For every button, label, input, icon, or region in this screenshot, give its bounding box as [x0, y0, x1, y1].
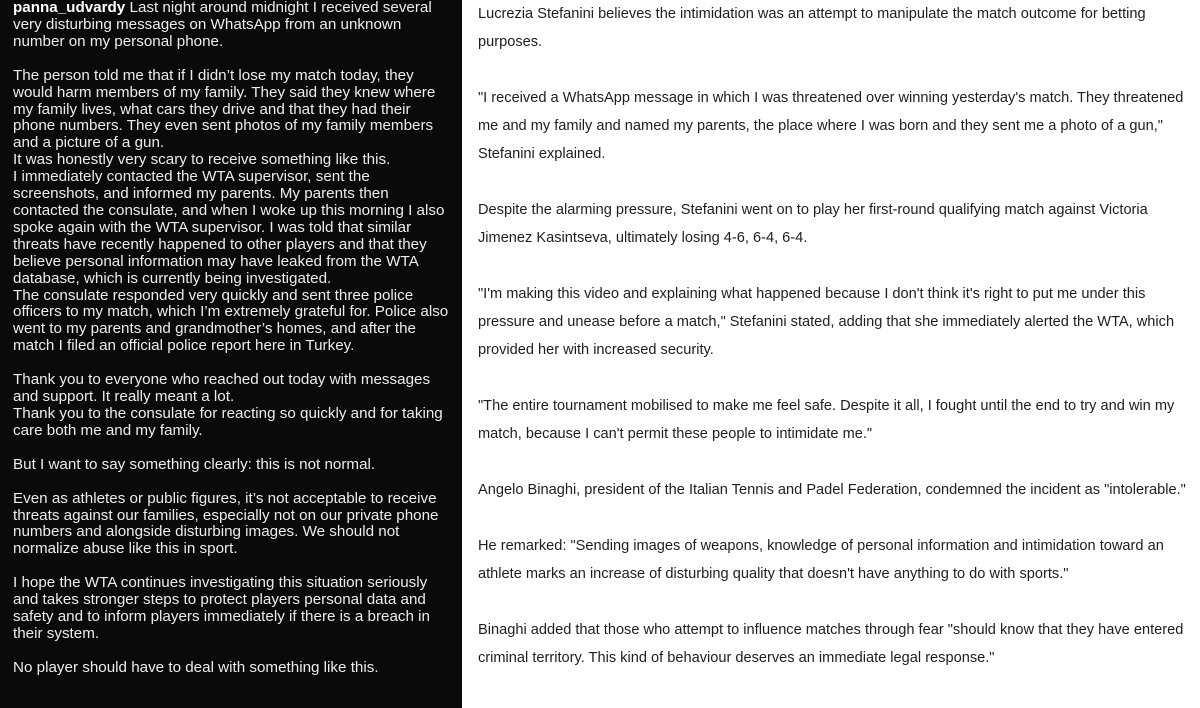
- caption-paragraph: No player should have to deal with something like this.: [13, 658, 379, 676]
- caption-paragraph: It was honestly very scary to receive something like this.: [13, 151, 391, 169]
- caption-paragraph: I immediately contacted the WTA supervisor, sent the screenshots, and informed my parents. My parents then contacted the consulate, and when I woke up this morning I also spoke again with the WTA supervisor. I was told that similar threats have recently happened to other players and that they believe personal information may have leaked from the WTA database, which is currently being investigated.: [13, 168, 445, 287]
- caption-paragraph: The person told me that if I didn’t lose my match today, they would harm members of my family. They said they knew where my family lives, what cars they drive and that they had their phone numbers. They even sent photos of my family members and a picture of a gun.: [13, 66, 436, 152]
- paragraph-gap: [13, 558, 452, 575]
- article-paragraph: He remarked: "Sending images of weapons, knowledge of personal information and intimidation toward an athlete marks an increase of disturbing quality that doesn't have anything to do with sports.": [478, 538, 1164, 582]
- article-paragraph: Binaghi added that those who attempt to influence matches through fear "should know that they have entered criminal territory. This kind of behaviour deserves an immediate legal response.": [478, 622, 1184, 666]
- article-paragraph: "I received a WhatsApp message in which I was threatened over winning yesterday's match. They threatened me and my family and named my parents, the place where I was born and they sent me a photo of a gun," Stefanini explained.: [478, 90, 1184, 162]
- paragraph-gap: [13, 440, 452, 457]
- username-link[interactable]: panna_udvardy: [13, 0, 126, 16]
- caption-paragraph: Even as athletes or public figures, it’s not acceptable to receive threats against our families, especially not on our private phone numbers and alongside disturbing images. We should not normalize abuse like this in sport.: [13, 489, 439, 558]
- caption-paragraph: The consulate responded very quickly and sent three police officers to my match, which I’m extremely grateful for. Police also went to my parents and grandmother’s homes, and after the match I filed an official police report here in Turkey.: [13, 286, 449, 355]
- caption-text: Last night around midnight I received several very disturbing messages on WhatsApp from an unknown number on my personal phone.: [13, 0, 432, 50]
- article-paragraph: Angelo Binaghi, president of the Italian Tennis and Padel Federation, condemned the incident as "intolerable.": [478, 482, 1186, 498]
- article-paragraph: "I'm making this video and explaining what happened because I don't think it's right to put me under this pressure and unease before a match," Stefanini stated, adding that she immediately alerted the WTA, which provided her with increased security.: [478, 286, 1175, 358]
- instagram-post-caption: [0, 0, 462, 708]
- paragraph-gap: [13, 355, 452, 372]
- caption-paragraph: But I want to say something clearly: this is not normal.: [13, 455, 376, 473]
- caption-paragraph: Thank you to the consulate for reacting so quickly and for taking care both me and my family.: [13, 404, 443, 439]
- article-paragraph: "The entire tournament mobilised to make me feel safe. Despite it all, I fought until the end to try and win my match, because I can't permit these people to intimidate me.": [478, 398, 1175, 442]
- caption-paragraph: [13, 0, 452, 51]
- caption-paragraph: I hope the WTA continues investigating this situation seriously and takes stronger steps to protect players personal data and safety and to inform players immediately if there is a breach in their system.: [13, 574, 431, 642]
- article-paragraph: Despite the alarming pressure, Stefanini went on to play her first-round qualifying match against Victoria Jimenez Kasintseva, ultimately losing 4-6, 6-4, 6-4.: [478, 202, 1148, 246]
- paragraph-gap: [13, 474, 452, 491]
- paragraph-gap: [13, 643, 452, 660]
- caption-paragraph: Thank you to everyone who reached out today with messages and support. It really meant a lot.: [13, 371, 431, 406]
- article-paragraph: Lucrezia Stefanini believes the intimidation was an attempt to manipulate the match outcome for betting purposes.: [478, 6, 1146, 50]
- news-article: [462, 0, 1200, 708]
- paragraph-gap: [13, 51, 452, 68]
